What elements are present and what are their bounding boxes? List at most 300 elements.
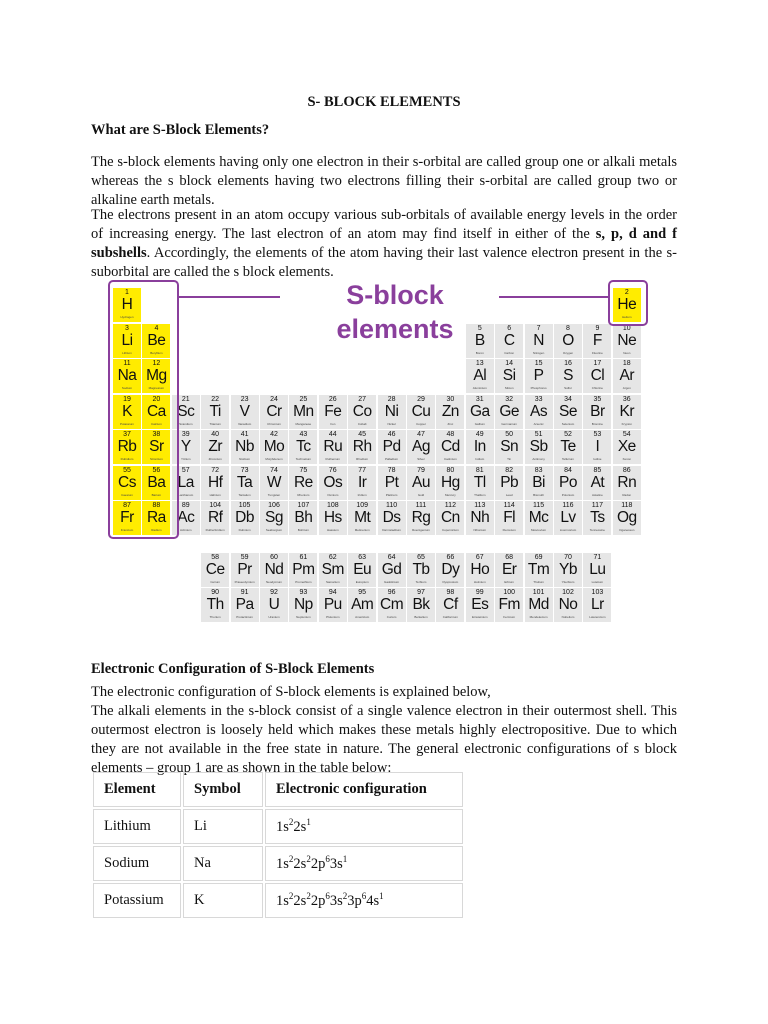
- element-symbol: Bk: [412, 596, 430, 613]
- section-heading-what-are: What are S-Block Elements?: [91, 122, 270, 138]
- atomic-number: 114: [503, 502, 515, 509]
- config-intro-paragraph: The electronic configuration of S-block elements is explained below,: [91, 684, 491, 700]
- element-symbol: Cm: [380, 596, 404, 613]
- cell-config: [265, 809, 463, 844]
- orbital: 3s: [329, 892, 343, 909]
- element-cell-pd: [378, 430, 406, 464]
- orbital: 2p: [310, 855, 326, 872]
- element-name: Technetium: [295, 457, 312, 461]
- element-name: Iron: [330, 421, 336, 426]
- cell-config: [265, 846, 463, 881]
- element-symbol: B: [474, 331, 485, 349]
- element-name: Neptunium: [296, 615, 311, 619]
- element-cell-db: [231, 501, 259, 535]
- subshell-paragraph: [91, 206, 677, 282]
- element-symbol: Ni: [384, 402, 399, 420]
- cell-config: [265, 883, 463, 918]
- element-cell-er: [495, 553, 523, 587]
- atomic-number: 105: [238, 502, 251, 509]
- orbital: 2s: [293, 855, 307, 872]
- element-symbol: Mg: [146, 367, 167, 384]
- element-name: Radon: [622, 492, 632, 497]
- element-name: Erbium: [504, 579, 514, 584]
- atomic-number: 6: [507, 324, 512, 332]
- element-name: Caesium: [121, 492, 133, 497]
- element-name: Bohrium: [297, 528, 309, 532]
- element-symbol: Nd: [264, 560, 284, 578]
- element-symbol: Yb: [559, 560, 577, 578]
- element-symbol: Al: [473, 367, 487, 384]
- atomic-number: 67: [475, 553, 484, 561]
- atomic-number: 78: [387, 466, 396, 474]
- element-name: Boron: [475, 350, 484, 355]
- atomic-number: 62: [328, 553, 337, 561]
- element-cell-rh: [348, 430, 376, 464]
- element-symbol: Sb: [529, 438, 548, 455]
- atomic-number: 110: [386, 502, 398, 509]
- element-cell-zr: [201, 430, 229, 464]
- element-cell-bk: [407, 588, 435, 622]
- element-symbol: Ta: [236, 473, 253, 491]
- element-name: Arsenic: [533, 421, 544, 426]
- config-table-header-row: [93, 772, 463, 807]
- element-cell-cd: [436, 430, 464, 464]
- atomic-number: 112: [444, 502, 456, 509]
- atomic-number: 59: [240, 553, 249, 561]
- atomic-number: 54: [622, 431, 631, 438]
- element-symbol: Th: [206, 596, 224, 613]
- element-symbol: Og: [616, 509, 637, 526]
- atomic-number: 45: [358, 431, 367, 438]
- atomic-number: 38: [152, 431, 161, 438]
- element-symbol: Mc: [528, 509, 549, 526]
- element-name: Silver: [417, 457, 425, 461]
- atomic-number: 65: [417, 553, 425, 561]
- element-cell-tb: [407, 553, 435, 587]
- element-symbol: Ar: [619, 367, 635, 384]
- atomic-number: 87: [123, 502, 131, 509]
- element-name: Holmium: [473, 579, 486, 584]
- element-symbol: Pu: [323, 596, 342, 613]
- section-heading-config: Electronic Configuration of S-Block Elements: [91, 661, 375, 677]
- atomic-number: 11: [123, 360, 131, 367]
- element-symbol: Ir: [357, 473, 367, 491]
- element-symbol: Bh: [294, 509, 313, 526]
- atomic-number: 32: [505, 395, 514, 403]
- element-name: Chromium: [267, 421, 281, 426]
- element-name: Cobalt: [357, 421, 367, 426]
- electron-count: 6: [325, 854, 330, 865]
- element-symbol: Cr: [266, 402, 282, 420]
- element-name: Carbon: [504, 350, 515, 355]
- element-name: Ytterbium: [561, 579, 575, 584]
- element-cell-bh: [289, 501, 317, 535]
- atomic-number: 12: [152, 360, 161, 367]
- element-name: Thallium: [474, 492, 486, 497]
- atomic-number: 88: [152, 502, 161, 509]
- element-name: Plutonium: [326, 615, 340, 619]
- element-symbol: Cu: [411, 402, 431, 420]
- element-symbol: N: [533, 331, 544, 349]
- element-cell-lv: [554, 501, 582, 535]
- element-symbol: Zn: [441, 402, 459, 420]
- atomic-number: 34: [564, 395, 572, 403]
- element-symbol: C: [503, 331, 515, 349]
- element-name: Zirconium: [208, 457, 222, 461]
- orbital: 3p: [347, 892, 362, 909]
- element-name: Calcium: [150, 421, 162, 426]
- element-symbol: W: [266, 473, 282, 491]
- element-cell-mc: [525, 501, 553, 535]
- orbital: 2s: [293, 892, 307, 909]
- element-name: Scandium: [179, 421, 193, 426]
- element-symbol: Ga: [469, 402, 490, 420]
- element-name: Oxygen: [562, 350, 574, 355]
- atomic-number: 101: [532, 589, 545, 596]
- element-symbol: Sr: [149, 438, 164, 455]
- element-name: Mendelevium: [529, 615, 548, 619]
- atomic-number: 33: [534, 395, 543, 403]
- atomic-number: 118: [621, 502, 633, 509]
- element-cell-nd: [260, 553, 288, 587]
- element-name: Niobium: [239, 457, 251, 461]
- figure-title: S-block elements: [336, 280, 454, 344]
- element-name: Aluminium: [472, 386, 487, 390]
- element-symbol: Rb: [117, 438, 137, 455]
- element-symbol: Pd: [382, 438, 401, 455]
- element-name: Hafnium: [209, 492, 221, 497]
- element-symbol: Pr: [237, 560, 252, 578]
- element-name: Molybdenum: [265, 457, 283, 461]
- element-symbol: Cn: [440, 509, 460, 526]
- element-cell-si: [495, 359, 523, 393]
- atomic-number: 51: [534, 431, 543, 438]
- atomic-number: 7: [536, 324, 541, 332]
- orbital: 2p: [310, 892, 326, 909]
- orbital: 3s: [329, 855, 343, 872]
- atomic-number: 97: [417, 589, 425, 596]
- connector-line-left: [177, 296, 280, 298]
- element-name: Polonium: [561, 492, 575, 497]
- element-cell-nh: [466, 501, 494, 535]
- element-symbol: Hf: [207, 473, 223, 491]
- element-symbol: Ne: [617, 331, 637, 349]
- element-name: Cerium: [210, 579, 221, 584]
- element-name: Manganese: [295, 421, 312, 426]
- element-name: Rhenium: [297, 492, 310, 497]
- s-block-frame-left: [108, 280, 179, 539]
- atomic-number: 90: [211, 589, 220, 596]
- element-cell-no: [554, 588, 582, 622]
- element-symbol: Ce: [205, 560, 225, 578]
- element-cell-cl: [583, 359, 611, 393]
- element-symbol: Cd: [440, 438, 460, 455]
- element-cell-i: [583, 430, 611, 464]
- atomic-number: 29: [417, 395, 425, 403]
- element-name: Barium: [151, 492, 162, 497]
- element-name: Tin: [507, 457, 512, 461]
- atomic-number: 46: [387, 431, 396, 438]
- cell-element: Lithium: [93, 809, 181, 844]
- element-name: Tellurium: [561, 457, 574, 461]
- element-symbol: Br: [590, 402, 605, 420]
- atomic-number: 102: [562, 589, 574, 596]
- element-name: Silicon: [504, 386, 514, 390]
- atomic-number: 25: [299, 395, 308, 403]
- element-symbol: Fr: [120, 509, 134, 526]
- element-symbol: Fm: [498, 596, 520, 613]
- element-symbol: V: [239, 402, 250, 420]
- element-name: Iridium: [357, 492, 367, 497]
- element-cell-kr: [613, 395, 641, 429]
- table-row: [93, 846, 463, 881]
- element-cell-pm: [289, 553, 317, 587]
- config-detail-paragraph: The alkali elements in the s-block consist of a single valence electron in their outermost shell. This outermost electron is loosely held which makes these metals highly electropositive. Due to which they are not available in the free state in nature. The general electronic configurations of s block elements – group 1 are as shown in the table below:: [91, 703, 677, 776]
- element-cell-am: [348, 588, 376, 622]
- element-cell-mn: [289, 395, 317, 429]
- element-cell-sm: [319, 553, 347, 587]
- atomic-number: 35: [593, 395, 602, 403]
- atomic-number: 61: [299, 553, 308, 561]
- element-symbol: Os: [323, 473, 343, 491]
- element-symbol: Gd: [381, 560, 402, 578]
- atomic-number: 18: [622, 360, 631, 367]
- element-symbol: Tb: [412, 560, 430, 578]
- atomic-number: 17: [593, 360, 602, 367]
- element-cell-mt: [348, 501, 376, 535]
- element-cell-te: [554, 430, 582, 464]
- atomic-number: 21: [181, 395, 190, 403]
- element-cell-co: [348, 395, 376, 429]
- atomic-number: 64: [387, 553, 396, 561]
- element-cell-ru: [319, 430, 347, 464]
- element-name: Rutherfordium: [205, 528, 225, 532]
- element-cell-ho: [466, 553, 494, 587]
- element-symbol: Ru: [323, 438, 343, 455]
- element-symbol: Xe: [617, 438, 636, 455]
- atomic-number: 56: [152, 466, 161, 474]
- element-symbol: Hs: [323, 509, 342, 526]
- element-symbol: Lr: [590, 596, 604, 613]
- atomic-number: 106: [268, 502, 280, 509]
- element-symbol: Nb: [235, 438, 254, 455]
- element-symbol: Ba: [147, 473, 166, 491]
- element-name: Antimony: [532, 457, 545, 461]
- element-cell-th: [201, 588, 229, 622]
- atomic-number: 40: [211, 431, 220, 438]
- element-cell-pa: [231, 588, 259, 622]
- atomic-number: 116: [562, 502, 574, 509]
- atomic-number: 71: [593, 553, 602, 561]
- atomic-number: 81: [475, 466, 484, 474]
- element-cell-cn: [436, 501, 464, 535]
- orbital: 4s: [366, 892, 380, 909]
- element-name: Flerovium: [502, 528, 516, 532]
- element-cell-og: [613, 501, 641, 535]
- element-name: Nickel: [387, 421, 396, 426]
- atomic-number: 69: [534, 553, 543, 561]
- element-symbol: Cf: [443, 596, 458, 613]
- element-symbol: Db: [235, 509, 254, 526]
- atomic-number: 13: [475, 360, 484, 367]
- element-symbol: Hg: [440, 473, 460, 491]
- element-cell-rf: [201, 501, 229, 535]
- atomic-number: 73: [240, 466, 249, 474]
- element-cell-fl: [495, 501, 523, 535]
- element-cell-v: [231, 395, 259, 429]
- atomic-number: 10: [622, 324, 631, 332]
- element-symbol: Rh: [352, 438, 372, 455]
- electron-count: 1: [306, 817, 311, 828]
- element-name: Krypton: [621, 421, 632, 426]
- atomic-number: 39: [181, 431, 190, 438]
- atomic-number: 2: [624, 289, 629, 296]
- atomic-number: 115: [533, 502, 545, 509]
- atomic-number: 22: [211, 395, 220, 403]
- connector-line-right: [499, 296, 608, 298]
- element-name: Gold: [417, 492, 425, 497]
- element-cell-sn: [495, 430, 523, 464]
- element-symbol: Sc: [177, 402, 195, 420]
- element-cell-md: [525, 588, 553, 622]
- atomic-number: 8: [566, 324, 570, 332]
- element-name: Vanadium: [237, 421, 252, 426]
- element-cell-ga: [466, 395, 494, 429]
- element-name: Americium: [355, 615, 370, 619]
- page-title: S- BLOCK ELEMENTS: [307, 94, 461, 110]
- element-cell-pr: [231, 553, 259, 587]
- element-name: Rubidium: [120, 457, 134, 461]
- element-symbol: Tc: [296, 438, 311, 455]
- atomic-number: 57: [181, 466, 190, 474]
- element-name: Sulfur: [564, 386, 572, 390]
- element-name: Hydrogen: [120, 315, 134, 319]
- electron-count: 2: [288, 854, 294, 865]
- atomic-number: 96: [387, 589, 396, 596]
- element-cell-p: [525, 359, 553, 393]
- element-symbol: Re: [293, 473, 313, 491]
- element-cell-sb: [525, 430, 553, 464]
- element-cell-fm: [495, 588, 523, 622]
- element-symbol: Co: [352, 402, 372, 420]
- element-symbol: He: [617, 296, 637, 313]
- element-name: Tantalum: [238, 492, 251, 497]
- element-symbol: Mo: [263, 438, 285, 455]
- atomic-number: 48: [446, 431, 455, 438]
- element-cell-pu: [319, 588, 347, 622]
- electron-count: 2: [342, 891, 348, 902]
- element-cell-eu: [348, 553, 376, 587]
- subshell-text-a: The electrons present in an atom occupy various sub-orbitals of available energy levels in the order of increasing energy. The last electron of an atom may find itself in either of the: [91, 207, 677, 242]
- element-cell-hf: [201, 466, 229, 500]
- orbital: 1s: [276, 892, 289, 909]
- element-cell-lu: [583, 553, 611, 587]
- atomic-number: 66: [446, 553, 455, 561]
- element-symbol: Mn: [293, 402, 314, 420]
- element-symbol: P: [533, 367, 544, 384]
- atomic-number: 100: [503, 589, 516, 596]
- element-name: Neodymium: [265, 579, 282, 584]
- element-cell-gd: [378, 553, 406, 587]
- atomic-number: 16: [564, 360, 572, 367]
- element-name: Lawrencium: [589, 615, 606, 619]
- element-name: Darmstadtium: [382, 528, 401, 532]
- element-symbol: Si: [502, 367, 516, 384]
- element-name: Uranium: [268, 615, 280, 619]
- orbital: 1s: [276, 855, 289, 872]
- element-symbol: Pm: [292, 560, 315, 578]
- element-cell-in: [466, 430, 494, 464]
- element-name: Livermorium: [559, 528, 577, 532]
- header-element: Element: [93, 772, 181, 807]
- element-cell-ge: [495, 395, 523, 429]
- orbital: 1s: [276, 818, 289, 835]
- element-name: Bromine: [591, 421, 603, 426]
- element-cell-ti: [201, 395, 229, 429]
- atomic-number: 86: [622, 466, 631, 474]
- header-config: Electronic configuration: [265, 772, 463, 807]
- atomic-number: 91: [240, 589, 249, 596]
- atomic-number: 93: [299, 589, 308, 596]
- s-block-frame-helium: [608, 280, 648, 326]
- element-cell-os: [319, 466, 347, 500]
- element-cell-f: [583, 324, 611, 358]
- element-cell-pb: [495, 466, 523, 500]
- table-row: [93, 809, 463, 844]
- element-cell-rg: [407, 501, 435, 535]
- element-name: Berkelium: [414, 615, 428, 619]
- atomic-number: 113: [474, 502, 486, 509]
- atomic-number: 82: [505, 466, 514, 474]
- electron-count: 2: [306, 891, 311, 902]
- element-symbol: Au: [412, 473, 430, 491]
- element-name: Hassium: [326, 528, 339, 532]
- element-symbol: Cs: [118, 473, 136, 491]
- element-symbol: Fl: [503, 509, 516, 526]
- element-name: Xenon: [622, 457, 632, 461]
- atomic-number: 70: [564, 553, 572, 561]
- atomic-number: 36: [622, 395, 631, 403]
- element-name: Lead: [505, 492, 513, 497]
- element-symbol: Md: [528, 596, 549, 613]
- element-cell-dy: [436, 553, 464, 587]
- atomic-number: 109: [356, 502, 369, 509]
- element-cell-ag: [407, 430, 435, 464]
- element-cell-ne: [613, 324, 641, 358]
- element-cell-pt: [378, 466, 406, 500]
- element-symbol: Lv: [560, 509, 576, 526]
- element-cell-al: [466, 359, 494, 393]
- atomic-number: 43: [299, 431, 308, 438]
- element-symbol: Eu: [353, 560, 372, 578]
- element-symbol: La: [177, 473, 194, 491]
- atomic-number: 52: [564, 431, 572, 438]
- element-name: Thorium: [209, 615, 221, 619]
- element-cell-rn: [613, 466, 641, 500]
- element-cell-cr: [260, 395, 288, 429]
- atomic-number: 28: [387, 395, 396, 403]
- element-symbol: Pa: [235, 596, 254, 613]
- element-symbol: Lu: [589, 560, 606, 578]
- subshell-text-c: . Accordingly, the elements of the atom having their last valence electron present in the s-suborbital are called the s block elements.: [91, 245, 677, 280]
- electron-count: 6: [361, 891, 367, 902]
- element-symbol: Sm: [321, 560, 344, 578]
- atomic-number: 30: [446, 395, 455, 403]
- atomic-number: 24: [270, 395, 278, 403]
- element-symbol: Ts: [590, 509, 605, 526]
- element-cell-as: [525, 395, 553, 429]
- element-cell-ta: [231, 466, 259, 500]
